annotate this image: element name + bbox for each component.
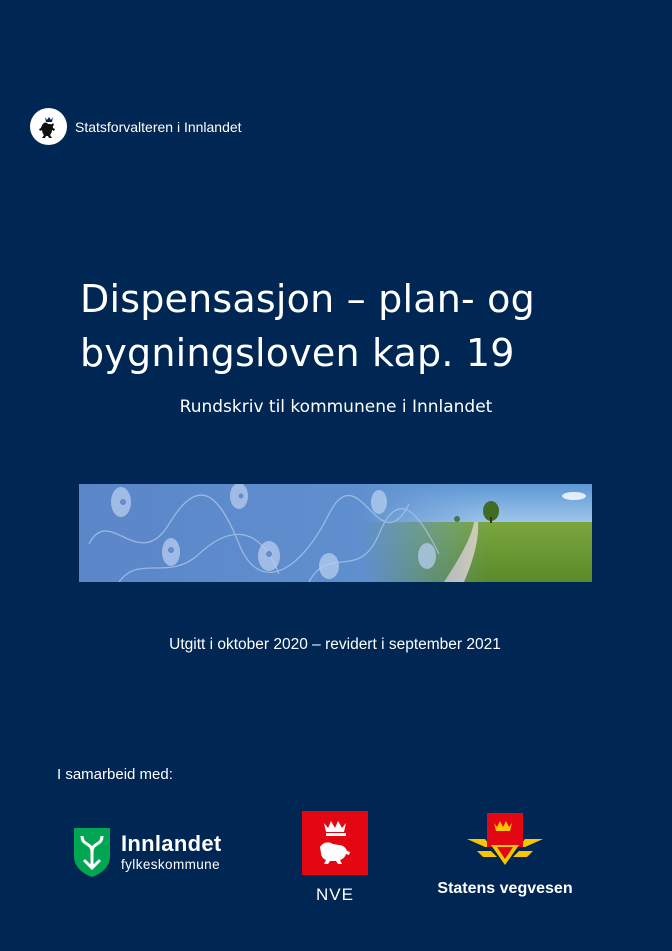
- nve-name: NVE: [316, 885, 354, 904]
- cover-banner-image: [79, 484, 592, 582]
- lion-seal-icon: [30, 108, 67, 145]
- document-title: [80, 272, 620, 380]
- partners-heading: I samarbeid med:: [57, 766, 173, 783]
- innlandet-sub: fylkeskommune: [121, 856, 220, 872]
- innlandet-shield-icon: [72, 826, 112, 878]
- innlandet-name: Innlandet: [121, 830, 222, 856]
- publication-date: Utgitt i oktober 2020 – revidert i september 2021: [169, 636, 501, 653]
- document-subtitle: [0, 397, 672, 417]
- subtitle-text: Rundskriv til kommunene i Innlandet: [179, 397, 493, 417]
- nve-logo: [302, 811, 368, 905]
- innlandet-fylkeskommune-logo: [72, 826, 221, 878]
- vegvesen-crown-wings-icon: [467, 811, 543, 867]
- title-line-2: bygningsloven kap. 19: [80, 331, 515, 375]
- nve-crown-lion-icon: [302, 811, 368, 875]
- title-line-1: Dispensasjon – plan- og: [80, 277, 535, 321]
- organization-header: [30, 108, 242, 145]
- organization-name: Statsforvalteren i Innlandet: [75, 118, 242, 135]
- statens-vegvesen-logo: [424, 811, 586, 898]
- vegvesen-name: Statens vegvesen: [437, 880, 573, 897]
